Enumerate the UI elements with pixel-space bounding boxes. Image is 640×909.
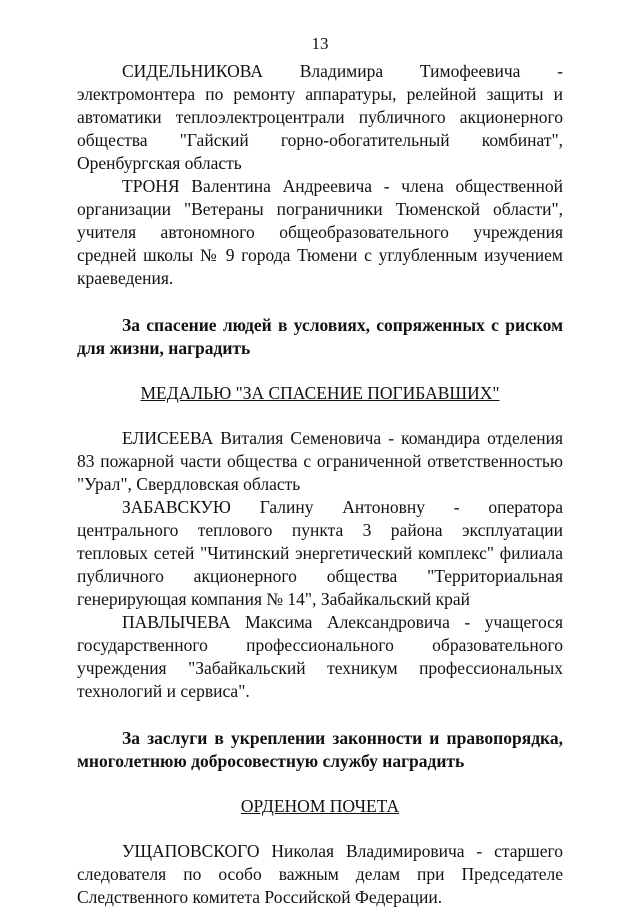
document-body — [77, 60, 563, 909]
award-entry-eliseev: ЕЛИСЕЕВА Виталия Семеновича - командира отделения 83 пожарной части общества с ограниченной ответственностью "Урал", Свердловская область — [77, 428, 563, 494]
award-title-medal-rescue: МЕДАЛЬЮ "ЗА СПАСЕНИЕ ПОГИБАВШИХ" — [140, 383, 500, 403]
award-title-order-honor: ОРДЕНОМ ПОЧЕТА — [240, 796, 400, 816]
award-entry-zabavskaya: ЗАБАВСКУЮ Галину Антоновну - оператора центрального теплового пункта 3 района эксплуатации тепловых сетей "Читинский энергетический комплекс" филиала публичного акционерного общества "Территориальная генерирующая компания № 14", Забайкальский край — [77, 497, 563, 609]
award-entry-sidelnikov: СИДЕЛЬНИКОВА Владимира Тимофеевича - электромонтера по ремонту аппаратуры, релейной защиты и автоматики теплоэлектроцентрали публичного акционерного общества "Гайский горно-обогатительный комбинат", Оренбургская область — [77, 61, 563, 173]
page-number: 13 — [311, 34, 329, 53]
award-entry-tronya: ТРОНЯ Валентина Андреевича - члена общественной организации "Ветераны пограничники Тюменской области", учителя автономного общеобразовательного учреждения средней школы № 9 города Тюмени с углубленным изучением краеведения. — [77, 176, 563, 288]
award-entry-pavlychev: ПАВЛЫЧЕВА Максима Александровича - учащегося государственного профессионального образовательного учреждения "Забайкальский техникум профессиональных технологий и сервиса". — [77, 612, 563, 701]
award-intro-law: За заслуги в укреплении законности и правопорядка, многолетнюю добросовестную службу наградить — [77, 728, 563, 771]
award-intro-rescue: За спасение людей в условиях, сопряженных с риском для жизни, наградить — [77, 315, 563, 358]
award-entry-ushchapovsky: УЩАПОВСКОГО Николая Владимировича - старшего следователя по особо важным делам при Председателе Следственного комитета Российской Федерации. — [77, 841, 563, 907]
